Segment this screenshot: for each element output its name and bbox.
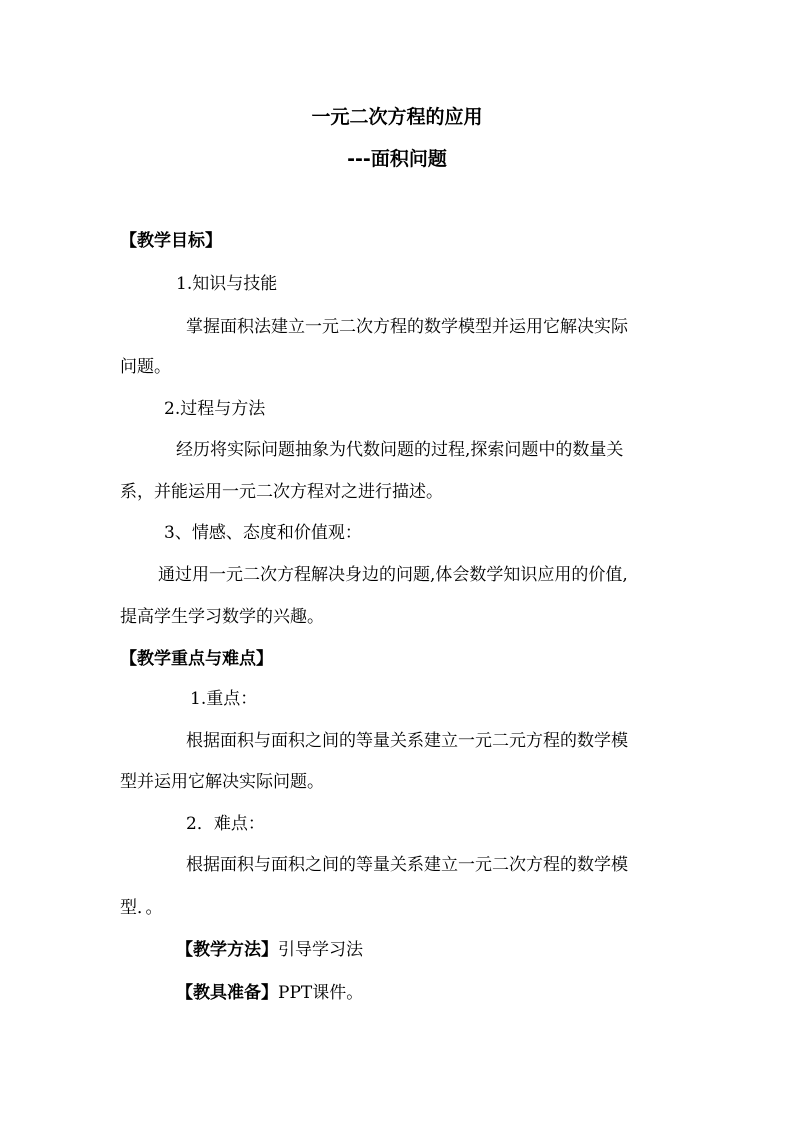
teaching-method-value: 引导学习法 — [278, 940, 363, 960]
teaching-tools-value: PPT课件。 — [278, 983, 364, 1003]
difficult-point-text-2: 型．。 — [120, 898, 163, 918]
teaching-tools-line — [176, 982, 363, 1004]
keypoints-heading: 【教学重点与难点】 — [120, 649, 273, 669]
emotion-values-text-1: 通过用一元二次方程解决身边的问题,体会数学知识应用的价值, — [158, 565, 628, 585]
emotion-values-text-2: 提高学生学习数学的兴趣。 — [120, 607, 324, 627]
document-title: 一元二次方程的应用 — [311, 106, 483, 128]
process-methods-text-2: 系，并能运用一元二次方程对之进行描述。 — [120, 482, 443, 502]
teaching-tools-label: 【教具准备】 — [176, 983, 278, 1003]
emotion-values-label: 3、情感、态度和价值观： — [164, 523, 362, 543]
teaching-method-line — [176, 939, 363, 961]
process-methods-text-1: 经历将实际问题抽象为代数问题的过程,探索问题中的数量关 — [176, 440, 624, 460]
difficult-point-text-1: 根据面积与面积之间的等量关系建立一元二次方程的数学模 — [186, 855, 628, 875]
objectives-heading: 【教学目标】 — [120, 231, 222, 251]
process-methods-label: 2.过程与方法 — [164, 399, 266, 419]
key-point-text-1: 根据面积与面积之间的等量关系建立一元二元方程的数学模 — [186, 731, 628, 751]
key-point-text-2: 型并运用它解决实际问题。 — [120, 772, 324, 792]
key-point-label: 1.重点： — [190, 689, 258, 709]
knowledge-skills-text-1: 掌握面积法建立一元二次方程的数学模型并运用它解决实际 — [186, 317, 628, 337]
teaching-method-label: 【教学方法】 — [176, 940, 278, 960]
document-subtitle: ---面积问题 — [347, 148, 447, 170]
difficult-point-label: 2．难点： — [186, 814, 265, 834]
knowledge-skills-label: 1.知识与技能 — [176, 274, 278, 294]
knowledge-skills-text-2: 问题。 — [120, 357, 171, 377]
